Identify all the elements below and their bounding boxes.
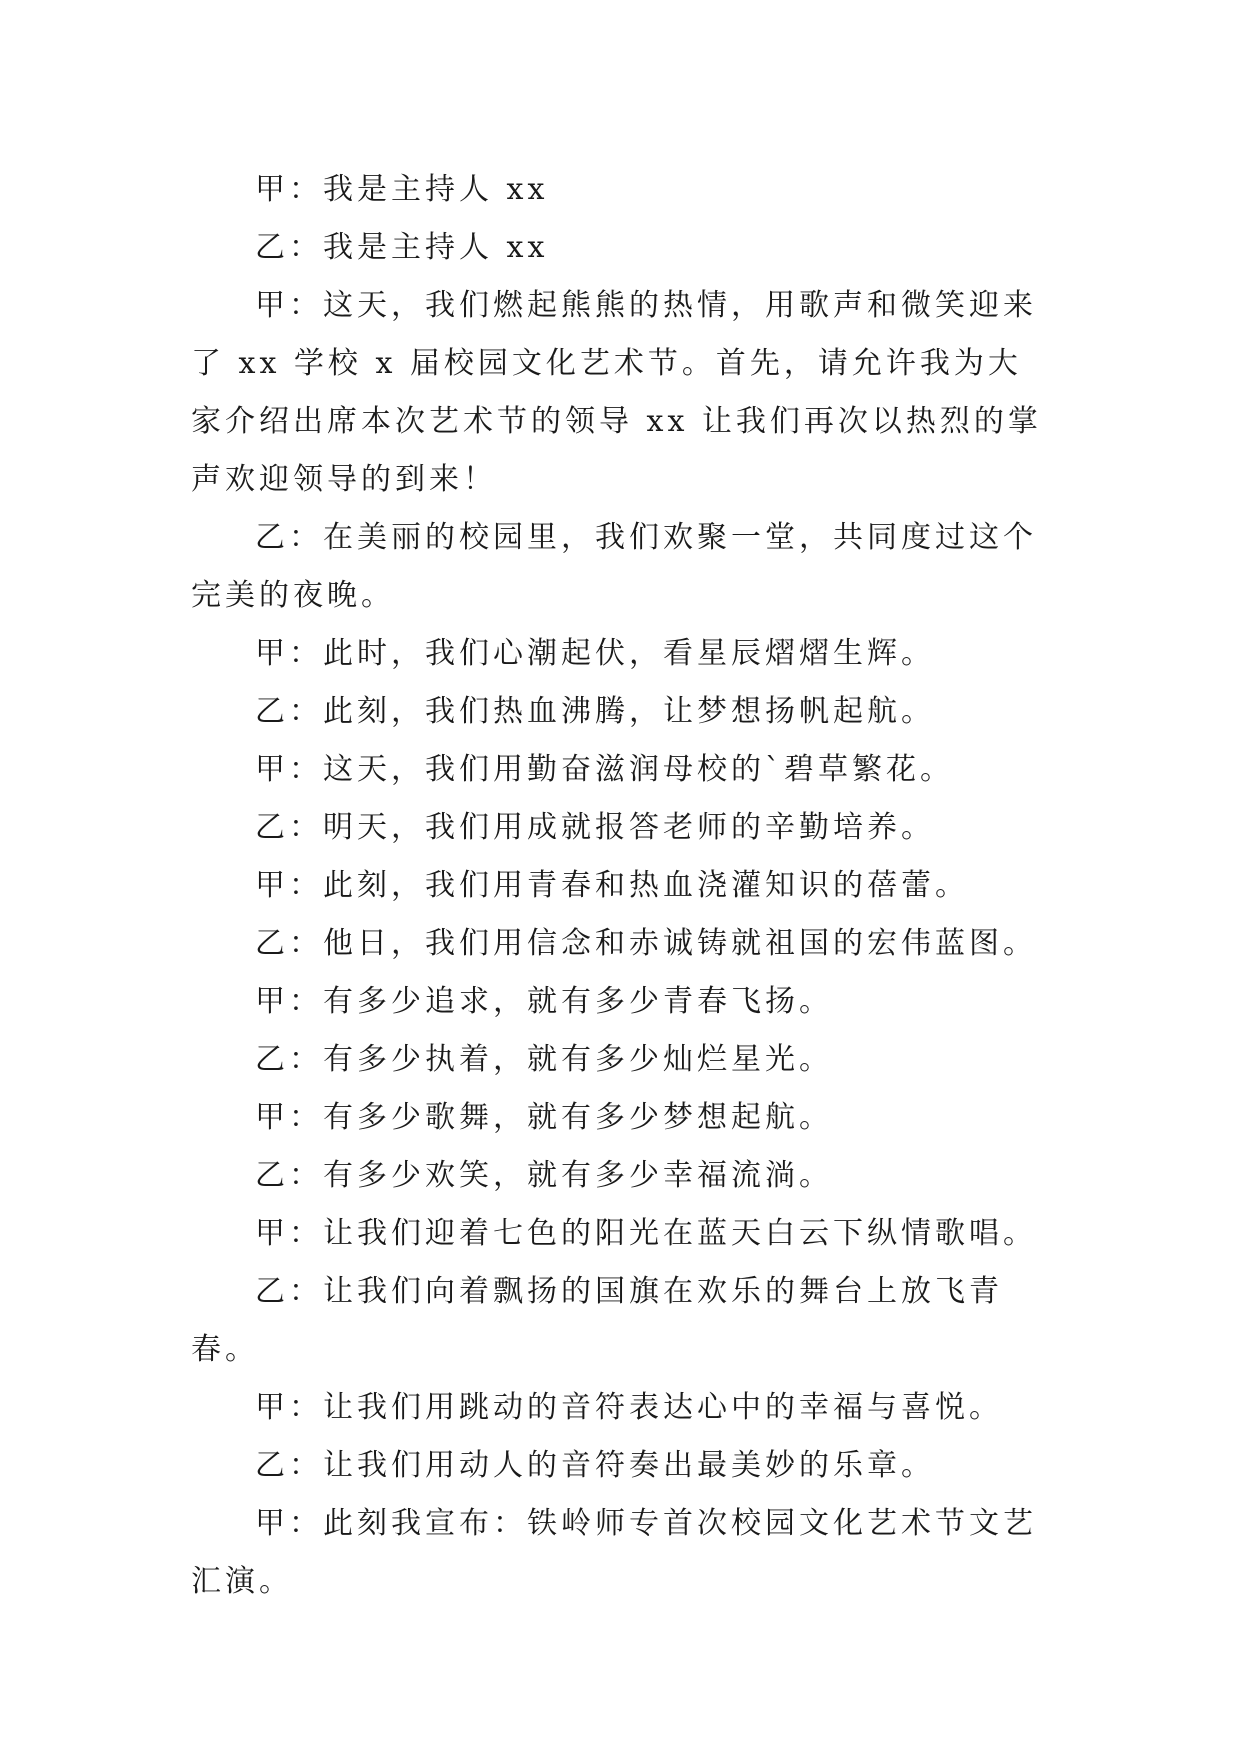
document-body — [191, 161, 1055, 1611]
paragraph: 甲：让我们迎着七色的阳光在蓝天白云下纵情歌唱。 — [255, 1216, 1037, 1251]
paragraph: 乙：让我们用动人的音符奏出最美妙的乐章。 — [255, 1448, 935, 1483]
paragraph: 甲：有多少追求，就有多少青春飞扬。 — [255, 984, 833, 1019]
paragraph: 甲：此刻，我们用青春和热血浇灌知识的蓓蕾。 — [255, 868, 969, 903]
paragraph: 甲：有多少歌舞，就有多少梦想起航。 — [255, 1100, 833, 1135]
paragraph: 乙：此刻，我们热血沸腾，让梦想扬帆起航。 — [255, 694, 935, 729]
paragraph: 乙：有多少执着，就有多少灿烂星光。 — [255, 1042, 833, 1077]
paragraph: 甲：这天，我们用勤奋滋润母校的`碧草繁花。 — [255, 752, 954, 787]
paragraph: 乙：让我们向着飘扬的国旗在欢乐的舞台上放飞青春。 — [191, 1274, 1003, 1367]
paragraph: 乙：在美丽的校园里，我们欢聚一堂，共同度过这个完美的夜晚。 — [191, 520, 1037, 613]
paragraph: 甲：这天，我们燃起熊熊的热情，用歌声和微笑迎来了 xx 学校 x 届校园文化艺术节。首先，请允许我为大家介绍出席本次艺术节的领导 xx 让我们再次以热烈的掌声欢迎领导的到来！ — [191, 288, 1042, 497]
paragraph: 甲：此刻我宣布：铁岭师专首次校园文化艺术节文艺汇演。 — [191, 1506, 1037, 1599]
paragraph: 甲：我是主持人 xx — [255, 172, 549, 207]
paragraph: 乙：有多少欢笑，就有多少幸福流淌。 — [255, 1158, 833, 1193]
paragraph: 乙：我是主持人 xx — [255, 230, 549, 265]
paragraph: 乙：明天，我们用成就报答老师的辛勤培养。 — [255, 810, 935, 845]
paragraph: 乙：他日，我们用信念和赤诚铸就祖国的宏伟蓝图。 — [255, 926, 1037, 961]
paragraph: 甲：此时，我们心潮起伏，看星辰熠熠生辉。 — [255, 636, 935, 671]
paragraph: 甲：让我们用跳动的音符表达心中的幸福与喜悦。 — [255, 1390, 1003, 1425]
